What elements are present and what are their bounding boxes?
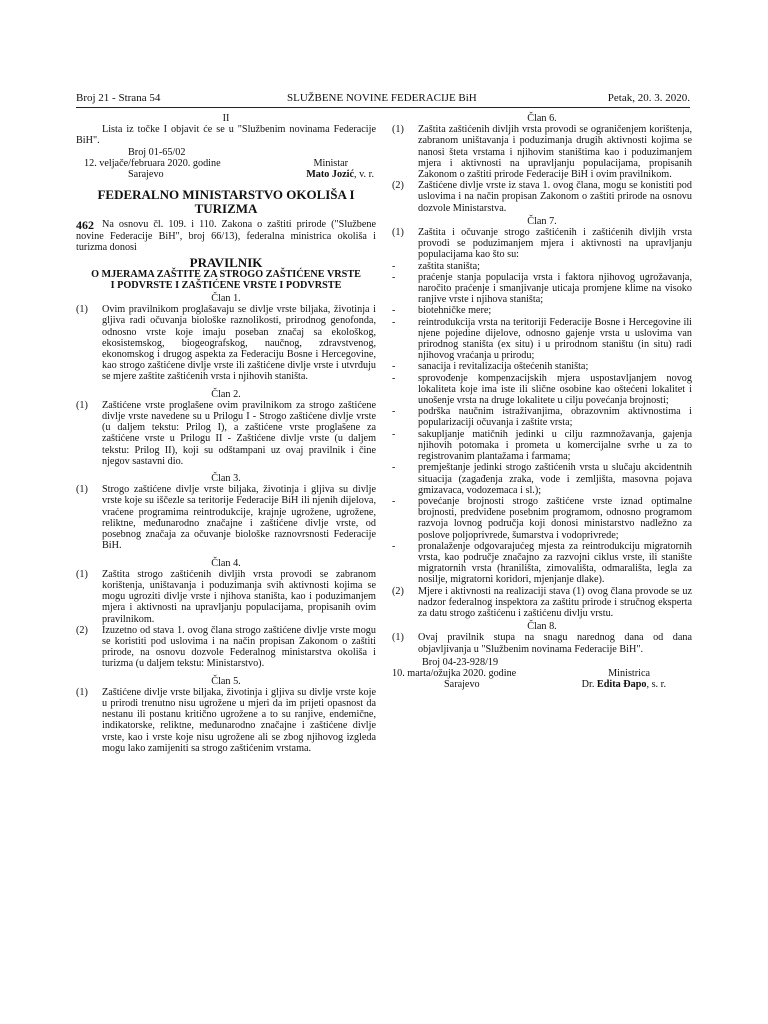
measure-list-item [392,406,692,428]
signature-name-2: Edita Đapo [596,679,647,691]
measure-list-item [392,305,692,316]
article-6-para-1: (1) Zaštita zaštićenih divljih vrsta provodi se ograničenjem korištenja, zabranom uništavanja i poduzimanja drugih aktivnosti kojima se nanosi šteta vrstama i njihovim staništima kao i poduzimanjem mjera i aktivnosti na upravljanju populacijama, propisanih Zakonom o zaštiti prirode Federacije BiH i ovim pravilnikom. [392,124,692,181]
ministry-heading: FEDERALNO MINISTARSTVO OKOLIŠA I TURIZMA [97,187,355,217]
article-1-heading: Član 1. [211,293,241,305]
article-8-heading: Član 8. [527,621,557,633]
measure-list-item [392,541,692,586]
article-6-para-2: (2) Zaštićene divlje vrste iz stava 1. ovog člana, mogu se konistiti pod uslovima i na način propisan Zakonom o zaštiti prirode na osnovu dozvole Ministarstva. [392,180,692,214]
article-5-heading: Član 5. [211,675,241,687]
article-4-heading: Član 4. [211,557,241,569]
right-column [392,113,692,690]
intro-paragraph: Na osnovu čl. 109. i 110. Zakona o zaštiti prirode ("Službene novine Federacije BiH", broj 66/13), federalna ministrica okoliša i turizma donosi [76,219,376,253]
signature-name-wrap-2 [582,679,666,690]
article-2-para-1: (1) Zaštićene vrste proglašene ovim pravilnikom za strogo zaštićene divlje vrste navedene su u Prilogu I - Strogo zaštićene divlje vrste (u daljem tekstu: Prilog I), a zaštićene vrste proglašene za zaštićene vrste u Prilogu II - Zaštićene divlje vrste (u daljem tekstu: Prilog II), koji su odštampani uz ovaj pravilnik i čine njegov sastavni dio. [76,399,376,467]
signature-date-2: 10. marta/ožujka 2020. godine [392,667,517,679]
article-7-heading: Član 7. [527,215,557,227]
list-dash: - [392,540,396,552]
measure-text: sanacija i revitalizacija oštećenih staništa; [418,361,589,373]
document-title: PRAVILNIK [189,255,263,271]
measure-list-item [392,462,692,496]
measure-text: zaštita staništa; [418,260,480,272]
document-number: 462 [76,218,94,233]
list-dash: - [392,372,396,384]
signature-suffix-2: , s. r. [646,679,666,691]
measure-list-item [392,496,692,541]
article-8-para-1: (1) Ovaj pravilnik stupa na snagu narednog dana od dana objavljivanja u "Službenim novinama Federacije BiH". [392,632,692,655]
header-left: Broj 21 - Strana 54 [76,92,161,104]
measure-list-item [392,317,692,362]
signature-place: Sarajevo [128,169,164,181]
header-rule [76,107,690,108]
article-4-para-1: (1) Zaštita strogo zaštićenih divljih vrsta provodi se zabranom korištenja, uništavanja i poduzimanja svih aktivnosti kojima se mogu ugroziti divlje vrste i njihova staništa, kao i poduzimanjem mjera i aktivnosti na upravljanju populacijama, propisanih ovim pravilnikom. [76,568,376,625]
measure-list-item [392,373,692,407]
measure-text: praćenje stanja populacija vrsta i faktora njihovog ugrožavanja, naročito praćenje i smanjivanje uticaja promjene klime na visoko ranjive vrste i njihova staništa; [418,271,692,306]
measures-list [392,261,692,586]
list-dash: - [392,495,396,507]
signature-name: Mato Jozić [306,169,354,181]
article-1-para-1: (1) Ovim pravilnikom proglašavaju se divlje vrste biljaka, životinja i gljiva radi očuvanja biološke raznolikosti, prirodnog genofonda, odnosno vrste koje imaju poseban značaj sa ekološkog, ekosistemskog, biogeografskog, naučnog, zdravstvenog, ekonomskog i drugog aspekta za Federaciju Bosne i Hercegovine, kao strogo zaštićene divlje vrste ili zaštićene divlje vrste i utvrđuju se mjere zaštite zaštićenih vrsta i njihovih staništa. [76,304,376,383]
list-dash: - [392,260,396,272]
document-subtitle: O MJERAMA ZAŠTITE ZA STROGO ZAŠTIĆENE VRSTE I PODVRSTE I ZAŠTIĆENE VRSTE I PODVRSTE [91,269,361,292]
measure-text: biotehničke mere; [418,305,492,317]
measure-text: sprovođenje kompenzacijskih mjera uspostavljanjem novog lokaliteta koje ima iste ili slične osobine kao oštećeni lokalitet i unošenje vrsta na druge lokalitete u cilju povećanja brojnosti; [418,372,692,407]
measure-list-item [392,261,692,272]
reference-number-2: Broj 04-23-928/19 [422,656,499,668]
signature-place-2: Sarajevo [444,679,480,691]
measure-text: premještanje jedinki strogo zaštićenih vrsta u slučaju akcidentnih situacija (zagađenja zraka, vode i zemljišta, masovna pojava gmizavaca, vodozemaca i sl.); [418,462,692,496]
signature-row-4 [392,679,692,690]
list-dash: - [392,462,396,474]
article-6-heading: Član 6. [527,113,557,124]
article-3-para-1: (1) Strogo zaštićene divlje vrste biljaka, životinja i gljiva su divlje vrste koje su iščezle sa teritorije Federacije BiH ili njenih dijelova, vraćene programima reintrodukcije, krajnje ugrožene, ugrožene, reliktne, međunarodno značajne i zaštićene divlje vrste, od posebnog značaja za očuvanje biološke raznovrsnosti Federacije BiH. [76,484,376,552]
list-dash: - [392,316,396,328]
signature-title-2: Ministrica [608,667,650,679]
measure-text: pronalaženje odgovarajućeg mjesta za reintrodukciju migratornih vrsta, kao područje značajno za razvojni ciklus vrste, ili stanište migratornih vrsta (hranilišta, zimovališta, odmarališta, legla za nosilje, migratorni koridori, mjenjanje dlake). [418,540,692,586]
list-dash: - [392,428,396,440]
list-dash: - [392,305,396,317]
reference-number: Broj 01-65/02 [128,146,186,158]
signature-row-3 [392,668,692,679]
list-dash: - [392,406,396,418]
article-5-para-1: (1) Zaštićene divlje vrste biljaka, životinja i gljiva su divlje vrste koje u prirodi trenutno nisu ugrožene u mjeri da im prijeti opasnost da nestanu ili postanu kritično ugrožene a to su ranjive, endemične, indikatorske, reliktne, međunarodno značajne i zaštićene divlje vrste, kao i vrste koje nisu ugrožene ali se zbog njihovog izgleda mogu lako zamijeniti sa strogo zaštićenim vrstama. [76,686,376,754]
list-dash: - [392,271,396,283]
signature-title: Ministar [313,157,348,169]
header-right: Petak, 20. 3. 2020. [607,92,690,104]
signature-date: 12. veljače/februara 2020. godine [84,157,221,169]
measure-text: reintrodukcija vrsta na teritoriji Federacije Bosne i Hercegovine ili njene pojedine dijelove, odnosno gajenje vrsta u uslovima van prirodnog staništa (ex situ) i u prirodnom staništu (in situ) radi njihovog vraćanja u prirodu; [418,316,692,362]
article-4-para-2: (2) Izuzetno od stava 1. ovog člana strogo zaštićene divlje vrste mogu se koristiti pod uslovima i na način propisan Zakonom o zaštiti prirode, na osnovu dozvole Federalnog ministarstva okoliša i turizma (u daljem tekstu: Ministarstvo). [76,624,376,670]
article-2-heading: Član 2. [211,388,241,400]
signature-prefix-2: Dr. [581,679,597,691]
roman-numeral: II [222,113,230,124]
signature-row-2 [76,169,376,180]
list-publication-paragraph: Lista iz točke I objavit će se u "Službenim novinama Federacije BiH". [76,124,376,147]
signature-name-wrap [306,169,374,180]
measure-list-item [392,429,692,463]
article-3-heading: Član 3. [211,473,241,485]
measure-text: podrška naučnim istraživanjima, obrazovnim aktivnostima i popularizaciji očuvanja i zaštite vrsta; [418,406,692,429]
measure-list-item [392,361,692,372]
signature-row-1 [76,158,376,169]
measure-text: sakupljanje matičnih jedinki u cilju razmnožavanja, gajenja njihovih potomaka i prometa u komercijalne svrhe u za to registrovanim plantažama i farmama; [418,428,692,463]
signature-suffix: , v. r. [354,169,374,181]
list-dash: - [392,361,396,373]
article-7-para-1: (1) Zaštita i očuvanje strogo zaštićenih i zaštićenih divljih vrsta provodi se poduzimanjem mjera i aktivnosti na upravljanju populacijama kao što su: [392,227,692,261]
measure-text: povećanje brojnosti strogo zaštićene vrste iznad optimalne brojnosti, predviđene posebnim programom, odnosno programom razvoja lovnog područja koji donosi ministarstvo nadležno za poslove poljoprivrede, šumarstva i vodoprivrede; [418,495,692,541]
header-center: SLUŽBENE NOVINE FEDERACIJE BiH [287,92,477,104]
article-7-para-2: (2) Mjere i aktivnosti na realizaciji stava (1) ovog člana provode se uz nadzor federalnog inspektora za zaštitu prirode i stručnog eksperta za datu strogo zaštićenu i zaštićenu divlju vrstu. [392,585,692,619]
left-column [76,113,376,754]
measure-list-item [392,272,692,306]
